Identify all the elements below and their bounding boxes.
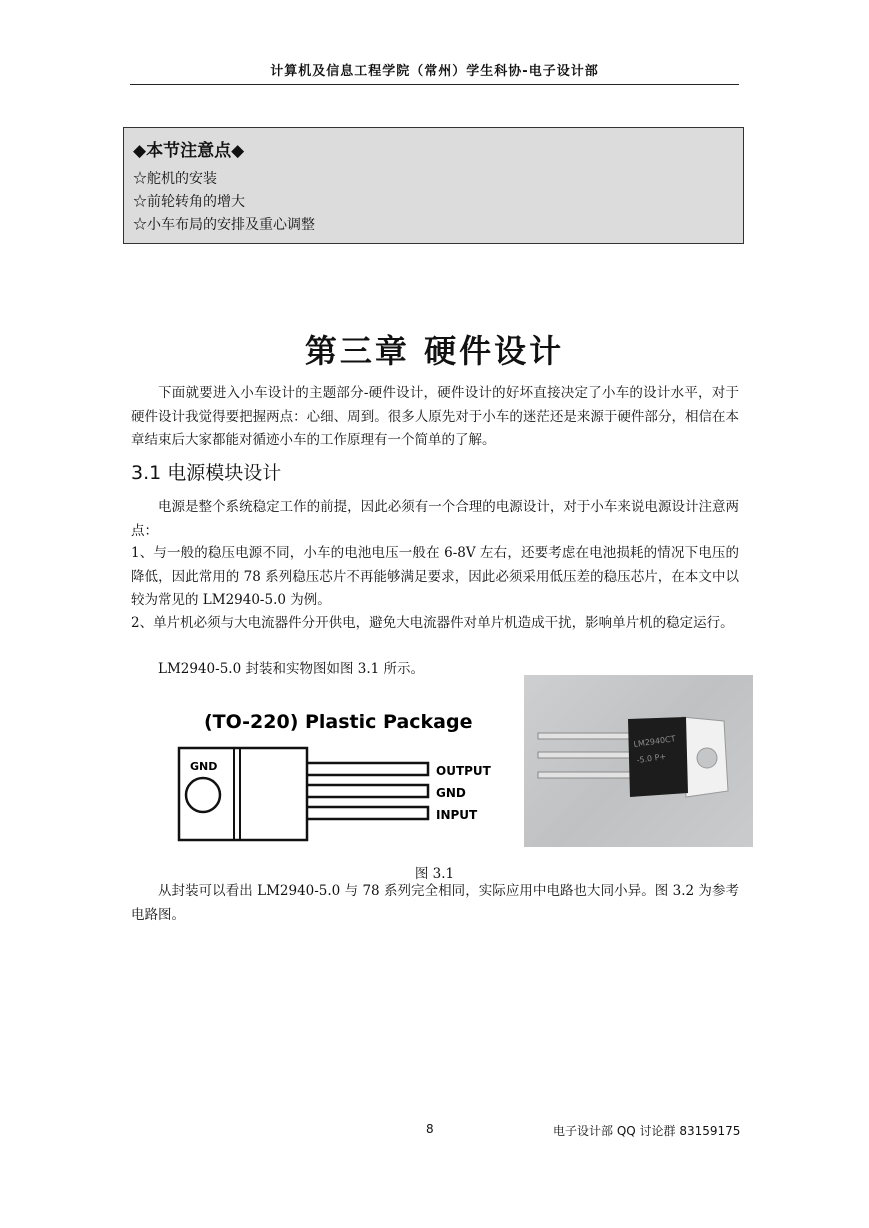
notice-title: ◆本节注意点◆ [133, 141, 245, 161]
notice-item: ☆舵机的安装 [133, 171, 217, 187]
chapter-title: 第三章 硬件设计 [304, 332, 565, 370]
package-pin-input [307, 807, 428, 819]
package-diagram [168, 700, 498, 850]
body-paragraph-3: 2、单片机必须与大电流器件分开供电，避免大电流器件对单片机造成干扰，影响单片机的稳定运行。 [131, 615, 734, 631]
notice-item: ☆前轮转角的增大 [133, 194, 245, 210]
chip-photo-illustration [524, 675, 753, 847]
notice-item: ☆小车布局的安排及重心调整 [133, 217, 315, 233]
footer-qq-group: 电子设计部 QQ 讨论群 83159175 [553, 1124, 741, 1138]
intro-paragraph: 下面就要进入小车设计的主题部分-硬件设计，硬件设计的好坏直接决定了小车的设计水平，对于硬件设计我觉得要把握两点：心细、周到。很多人原先对于小车的迷茫还是来源于硬件部分，相信在本章结束后大家都能对循迹小车的工作原理有一个简单的了解。 [131, 385, 739, 448]
chip-photo-hole [697, 748, 717, 768]
package-mounting-hole [186, 778, 220, 812]
chip-photo-pin [538, 772, 632, 778]
chip-marking: LM2940CT [633, 734, 677, 749]
pin-label-input: INPUT [436, 808, 478, 822]
page-header [130, 60, 739, 85]
chip-photo-pin [538, 752, 632, 758]
package-title: (TO-220) Plastic Package [204, 711, 473, 733]
page-number: 8 [426, 1122, 434, 1136]
chip-marking-2: -5.0 P+ [636, 751, 667, 765]
pin-label-output: OUTPUT [436, 764, 491, 778]
pin-label-gnd: GND [436, 786, 466, 800]
package-pin-output [307, 763, 428, 775]
chip-photo [524, 675, 753, 847]
body-paragraph-2: 1、与一般的稳压电源不同，小车的电池电压一般在 6-8V 左右，还要考虑在电池损耗的情况下电压的降低，因此常用的 78 系列稳压芯片不再能够满足要求，因此必须采用低压差的稳压芯片，在本文中以较为常见的 LM2940-5.0 为例。 [131, 545, 739, 608]
package-pin-gnd [307, 785, 428, 797]
body-paragraph-4: LM2940-5.0 封装和实物图如图 3.1 所示。 [158, 661, 425, 677]
body-paragraph-5: 从封装可以看出 LM2940-5.0 与 78 系列完全相同，实际应用中电路也大同小异。图 3.2 为参考电路图。 [131, 883, 739, 923]
body-paragraph-1: 电源是整个系统稳定工作的前提，因此必须有一个合理的电源设计，对于小车来说电源设计注意两点： [131, 499, 739, 539]
chip-photo-pin [538, 733, 632, 739]
header-title: 计算机及信息工程学院（常州）学生科协-电子设计部 [270, 64, 599, 79]
figure-caption: 图 3.1 [414, 866, 455, 882]
package-gnd-label: GND [190, 760, 218, 773]
section-title: 3.1 电源模块设计 [131, 462, 282, 484]
notice-box [123, 127, 744, 244]
